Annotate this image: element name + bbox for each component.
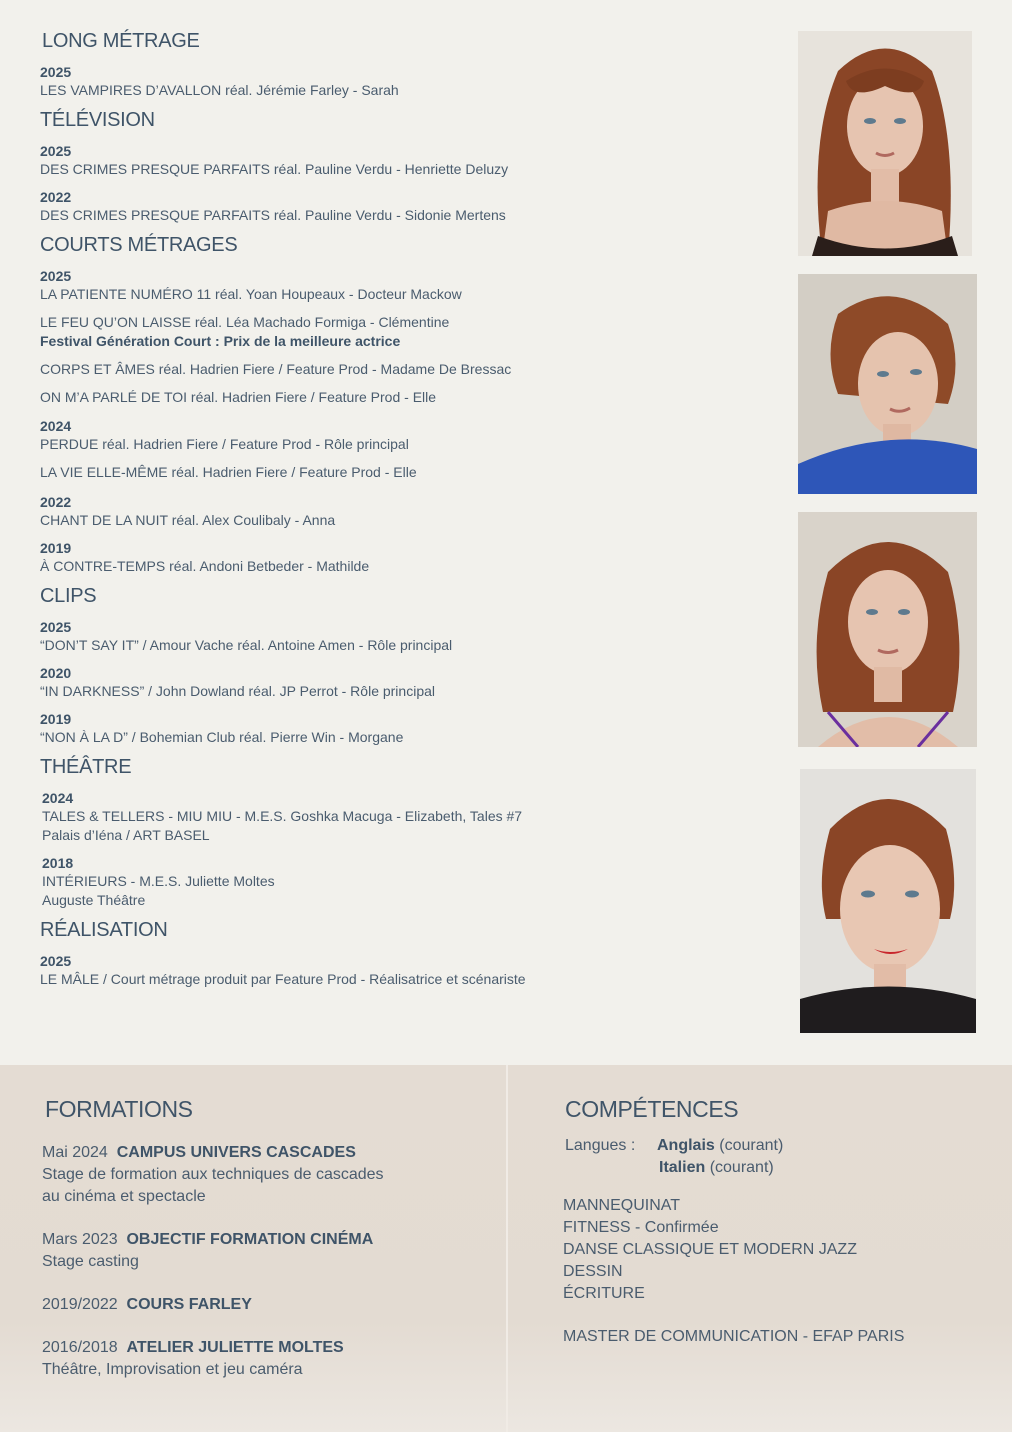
entry [40,664,760,701]
career-column [40,30,760,998]
entry-line: LA VIE ELLE-MÊME réal. Hadrien Fiere / Feature Prod - Elle [40,464,417,480]
competences-title: COMPÉTENCES [565,1096,739,1122]
entry-line: TALES & TELLERS - MIU MIU - M.E.S. Goshka Macuga - Elizabeth, Tales #7 [42,808,523,824]
section-television [40,109,760,225]
formation-desc: au cinéma et spectacle [42,1188,206,1205]
entry-line: ON M’A PARLÉ DE TOI réal. Hadrien Fiere / Feature Prod - Elle [40,389,437,405]
entry [40,952,760,989]
entry-year: 2025 [40,953,72,969]
section-title: THÉÂTRE [40,756,132,778]
section-title: CLIPS [40,585,97,607]
entry-year: 2025 [40,619,72,635]
section-courts-metrages [40,234,760,576]
entry-line: “DON’T SAY IT” / Amour Vache réal. Antoine Amen - Rôle principal [40,637,453,653]
entry-year: 2024 [40,418,72,434]
formation-item [42,1294,252,1316]
bottom-panel [0,1065,1012,1432]
entry [40,539,760,576]
entry [40,360,760,379]
formation-desc: Théâtre, Improvisation et jeu caméra [42,1361,303,1378]
section-realisation [40,919,760,989]
formation-name: ATELIER JULIETTE MOLTES [126,1339,344,1356]
entry-line: INTÉRIEURS - M.E.S. Juliette Moltes [42,873,275,889]
entry-year: 2018 [42,855,74,871]
section-title: TÉLÉVISION [40,109,155,131]
column-divider [506,1065,508,1432]
formation-name: CAMPUS UNIVERS CASCADES [116,1144,356,1161]
entry [40,618,760,655]
entry-year: 2025 [40,268,72,284]
language-level: (courant) [719,1137,784,1154]
formation-name: OBJECTIF FORMATION CINÉMA [126,1231,374,1248]
entry [40,388,760,407]
skills-list [563,1195,857,1305]
entry [40,493,760,530]
formation-date: Mai 2024 [42,1144,108,1161]
skill-item: MANNEQUINAT [563,1197,681,1214]
language-name: Italien [659,1159,706,1176]
entry [40,463,760,482]
formation-date: 2016/2018 [42,1339,118,1356]
portrait-photo-3 [798,512,977,747]
entry-year: 2025 [40,64,72,80]
section-long-metrage [40,30,760,100]
award-line: Festival Génération Court : Prix de la meilleure actrice [40,333,401,349]
entry-year: 2022 [40,494,72,510]
portrait-photo-4 [800,769,976,1033]
section-clips [40,585,760,747]
section-title: COURTS MÉTRAGES [40,234,238,256]
language-level: (courant) [709,1159,774,1176]
entry-line: CORPS ET ÂMES réal. Hadrien Fiere / Feature Prod - Madame De Bressac [40,361,512,377]
entry [40,435,760,454]
entry [42,789,760,845]
section-title: RÉALISATION [40,919,168,941]
entry-line: LE FEU QU’ON LAISSE réal. Léa Machado Formiga - Clémentine [40,314,450,330]
entry [40,285,760,304]
entry-line: DES CRIMES PRESQUE PARFAITS réal. Pauline Verdu - Sidonie Mertens [40,207,506,223]
formation-date: Mars 2023 [42,1231,118,1248]
languages-label: Langues : [565,1137,636,1154]
entry [42,854,760,910]
entry-year: 2024 [42,790,74,806]
formation-desc: Stage de formation aux techniques de cascades [42,1166,384,1183]
formation-item [42,1229,373,1273]
entry-line: DES CRIMES PRESQUE PARFAITS réal. Pauline Verdu - Henriette Deluzy [40,161,509,177]
entry [40,63,760,100]
entry-year: 2020 [40,665,72,681]
entry [40,313,760,351]
entry-year: 2019 [40,711,72,727]
skill-item: ÉCRITURE [563,1285,645,1302]
entry-year: 2019 [40,540,72,556]
entry-line: CHANT DE LA NUIT réal. Alex Coulibaly - Anna [40,512,336,528]
entry-year: 2022 [40,189,72,205]
formation-desc: Stage casting [42,1253,139,1270]
master-degree [563,1326,904,1348]
skill-item: FITNESS - Confirmée [563,1219,719,1236]
portrait-photo-1 [798,31,972,256]
formation-item [42,1337,344,1381]
formation-name: COURS FARLEY [126,1296,252,1313]
entry-line: “IN DARKNESS” / John Dowland réal. JP Perrot - Rôle principal [40,683,436,699]
formations-title: FORMATIONS [45,1096,193,1122]
section-title: LONG MÉTRAGE [42,30,200,52]
entry-line: À CONTRE-TEMPS réal. Andoni Betbeder - Mathilde [40,558,370,574]
master-text: MASTER DE COMMUNICATION - EFAP PARIS [563,1328,905,1345]
entry-line: LES VAMPIRES D’AVALLON réal. Jérémie Farley - Sarah [40,82,399,98]
entry [40,142,760,179]
entry-line: Auguste Théâtre [42,892,146,908]
entry-line: LA PATIENTE NUMÉRO 11 réal. Yoan Houpeaux - Docteur Mackow [40,286,462,302]
entry-year: 2025 [40,143,72,159]
portrait-photo-2 [798,274,977,494]
section-theatre [40,756,760,910]
entry-line: PERDUE réal. Hadrien Fiere / Feature Prod - Rôle principal [40,436,409,452]
language-name: Anglais [657,1137,715,1154]
formation-item [42,1142,384,1208]
entry-line: Palais d’Iéna / ART BASEL [42,827,210,843]
entry [40,188,760,225]
languages-block [565,1135,783,1179]
entry-line: “NON À LA D” / Bohemian Club réal. Pierre Win - Morgane [40,729,404,745]
skill-item: DANSE CLASSIQUE ET MODERN JAZZ [563,1241,857,1258]
formation-date: 2019/2022 [42,1296,118,1313]
entry [40,710,760,747]
entry-line: LE MÂLE / Court métrage produit par Feature Prod - Réalisatrice et scénariste [40,971,526,987]
skill-item: DESSIN [563,1263,623,1280]
